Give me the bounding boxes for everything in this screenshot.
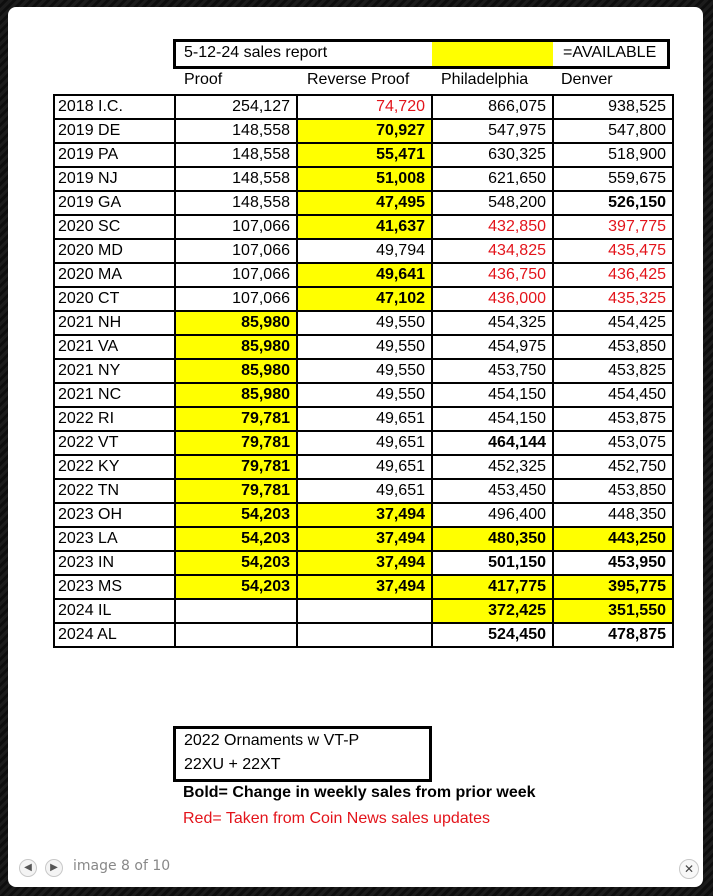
proof-cell: 85,980 [175, 383, 297, 407]
row-label: 2022 VT [54, 431, 175, 455]
reverse-proof-cell: 74,720 [297, 95, 432, 119]
image-counter: image 8 of 10 [73, 858, 171, 874]
reverse-proof-cell: 49,641 [297, 263, 432, 287]
reverse-proof-cell: 55,471 [297, 143, 432, 167]
philadelphia-cell: 372,425 [432, 599, 553, 623]
row-label: 2023 IN [54, 551, 175, 575]
philadelphia-cell: 454,150 [432, 383, 553, 407]
reverse-proof-cell: 70,927 [297, 119, 432, 143]
arrow-right-icon: ▶ [50, 862, 58, 873]
table-row [54, 455, 673, 479]
table-row [54, 119, 673, 143]
table-row [54, 143, 673, 167]
row-label: 2022 RI [54, 407, 175, 431]
table-row [54, 287, 673, 311]
close-icon: ✕ [683, 862, 695, 876]
denver-cell: 454,450 [553, 383, 673, 407]
report-title: 5-12-24 sales report [184, 44, 328, 61]
denver-cell: 395,775 [553, 575, 673, 599]
proof-cell: 107,066 [175, 263, 297, 287]
row-label: 2021 NH [54, 311, 175, 335]
table-row [54, 383, 673, 407]
philadelphia-cell: 866,075 [432, 95, 553, 119]
ornaments-note-line-1: 2022 Ornaments w VT-P [184, 732, 360, 749]
reverse-proof-cell: 49,651 [297, 431, 432, 455]
denver-cell: 547,800 [553, 119, 673, 143]
sales-table [53, 94, 674, 648]
philadelphia-cell: 417,775 [432, 575, 553, 599]
denver-cell: 453,825 [553, 359, 673, 383]
reverse-proof-cell: 49,550 [297, 335, 432, 359]
table-row [54, 335, 673, 359]
proof-cell: 148,558 [175, 191, 297, 215]
denver-cell: 559,675 [553, 167, 673, 191]
proof-cell: 54,203 [175, 551, 297, 575]
reverse-proof-cell: 37,494 [297, 527, 432, 551]
proof-cell: 54,203 [175, 503, 297, 527]
denver-cell: 453,950 [553, 551, 673, 575]
philadelphia-cell: 452,325 [432, 455, 553, 479]
reverse-proof-cell: 49,550 [297, 383, 432, 407]
table-row [54, 263, 673, 287]
reverse-proof-cell: 49,550 [297, 311, 432, 335]
row-label: 2019 PA [54, 143, 175, 167]
reverse-proof-cell: 47,102 [297, 287, 432, 311]
philadelphia-cell: 630,325 [432, 143, 553, 167]
proof-cell: 254,127 [175, 95, 297, 119]
row-label: 2024 AL [54, 623, 175, 647]
philadelphia-cell: 480,350 [432, 527, 553, 551]
denver-cell: 436,425 [553, 263, 673, 287]
denver-cell: 478,875 [553, 623, 673, 647]
proof-cell: 107,066 [175, 215, 297, 239]
philadelphia-cell: 436,000 [432, 287, 553, 311]
reverse-proof-cell: 49,794 [297, 239, 432, 263]
table-row [54, 479, 673, 503]
row-label: 2019 GA [54, 191, 175, 215]
denver-cell: 452,750 [553, 455, 673, 479]
reverse-proof-cell: 37,494 [297, 551, 432, 575]
philadelphia-cell: 464,144 [432, 431, 553, 455]
table-row [54, 575, 673, 599]
reverse-proof-cell: 49,651 [297, 455, 432, 479]
philadelphia-cell: 547,975 [432, 119, 553, 143]
table-row [54, 239, 673, 263]
philadelphia-cell: 524,450 [432, 623, 553, 647]
column-header-reverse-proof: Reverse Proof [307, 71, 410, 88]
available-legend: =AVAILABLE [563, 44, 657, 61]
proof-cell: 107,066 [175, 239, 297, 263]
row-label: 2021 VA [54, 335, 175, 359]
proof-cell: 148,558 [175, 143, 297, 167]
proof-cell: 79,781 [175, 455, 297, 479]
philadelphia-cell: 621,650 [432, 167, 553, 191]
row-label: 2023 OH [54, 503, 175, 527]
reverse-proof-cell [297, 623, 432, 647]
proof-cell: 148,558 [175, 167, 297, 191]
proof-cell: 107,066 [175, 287, 297, 311]
column-header-philadelphia: Philadelphia [441, 71, 529, 88]
denver-cell: 938,525 [553, 95, 673, 119]
row-label: 2021 NY [54, 359, 175, 383]
table-row [54, 623, 673, 647]
close-button[interactable] [679, 859, 699, 879]
row-label: 2020 SC [54, 215, 175, 239]
philadelphia-cell: 453,450 [432, 479, 553, 503]
proof-cell: 85,980 [175, 311, 297, 335]
row-label: 2019 NJ [54, 167, 175, 191]
proof-cell: 85,980 [175, 359, 297, 383]
column-header-proof: Proof [184, 71, 223, 88]
proof-cell: 79,781 [175, 431, 297, 455]
reverse-proof-cell: 41,637 [297, 215, 432, 239]
table-row [54, 551, 673, 575]
denver-cell: 454,425 [553, 311, 673, 335]
philadelphia-cell: 434,825 [432, 239, 553, 263]
table-row [54, 95, 673, 119]
reverse-proof-cell: 37,494 [297, 503, 432, 527]
denver-cell: 397,775 [553, 215, 673, 239]
column-header-denver: Denver [561, 71, 613, 88]
denver-cell: 518,900 [553, 143, 673, 167]
available-color-swatch [432, 42, 553, 66]
table-row [54, 191, 673, 215]
philadelphia-cell: 432,850 [432, 215, 553, 239]
row-label: 2020 CT [54, 287, 175, 311]
philadelphia-cell: 548,200 [432, 191, 553, 215]
row-label: 2023 LA [54, 527, 175, 551]
denver-cell: 453,850 [553, 335, 673, 359]
row-label: 2022 TN [54, 479, 175, 503]
ornaments-note-line-2: 22XU + 22XT [184, 756, 281, 773]
proof-cell: 79,781 [175, 407, 297, 431]
denver-cell: 453,850 [553, 479, 673, 503]
report-title-box [173, 39, 670, 69]
table-row [54, 599, 673, 623]
table-row [54, 359, 673, 383]
row-label: 2020 MD [54, 239, 175, 263]
proof-cell: 54,203 [175, 527, 297, 551]
table-row [54, 503, 673, 527]
proof-cell: 79,781 [175, 479, 297, 503]
prev-image-button[interactable] [19, 859, 37, 877]
denver-cell: 435,475 [553, 239, 673, 263]
denver-cell: 453,875 [553, 407, 673, 431]
reverse-proof-cell: 37,494 [297, 575, 432, 599]
row-label: 2024 IL [54, 599, 175, 623]
reverse-proof-cell [297, 599, 432, 623]
denver-cell: 435,325 [553, 287, 673, 311]
proof-cell: 148,558 [175, 119, 297, 143]
philadelphia-cell: 454,325 [432, 311, 553, 335]
ornaments-note-box [173, 726, 432, 782]
reverse-proof-cell: 47,495 [297, 191, 432, 215]
philadelphia-cell: 501,150 [432, 551, 553, 575]
table-row [54, 527, 673, 551]
legend-bold-note: Bold= Change in weekly sales from prior week [183, 784, 536, 801]
philadelphia-cell: 436,750 [432, 263, 553, 287]
philadelphia-cell: 454,975 [432, 335, 553, 359]
row-label: 2023 MS [54, 575, 175, 599]
row-label: 2020 MA [54, 263, 175, 287]
table-row [54, 407, 673, 431]
reverse-proof-cell: 49,651 [297, 407, 432, 431]
denver-cell: 443,250 [553, 527, 673, 551]
legend-red-note: Red= Taken from Coin News sales updates [183, 810, 490, 827]
next-image-button[interactable] [45, 859, 63, 877]
philadelphia-cell: 496,400 [432, 503, 553, 527]
table-row [54, 311, 673, 335]
row-label: 2019 DE [54, 119, 175, 143]
philadelphia-cell: 453,750 [432, 359, 553, 383]
denver-cell: 526,150 [553, 191, 673, 215]
table-row [54, 167, 673, 191]
denver-cell: 448,350 [553, 503, 673, 527]
denver-cell: 453,075 [553, 431, 673, 455]
row-label: 2018 I.C. [54, 95, 175, 119]
arrow-left-icon: ◀ [24, 862, 32, 873]
philadelphia-cell: 454,150 [432, 407, 553, 431]
reverse-proof-cell: 49,651 [297, 479, 432, 503]
proof-cell [175, 623, 297, 647]
proof-cell [175, 599, 297, 623]
reverse-proof-cell: 51,008 [297, 167, 432, 191]
row-label: 2021 NC [54, 383, 175, 407]
reverse-proof-cell: 49,550 [297, 359, 432, 383]
denver-cell: 351,550 [553, 599, 673, 623]
row-label: 2022 KY [54, 455, 175, 479]
table-row [54, 215, 673, 239]
table-row [54, 431, 673, 455]
proof-cell: 54,203 [175, 575, 297, 599]
proof-cell: 85,980 [175, 335, 297, 359]
